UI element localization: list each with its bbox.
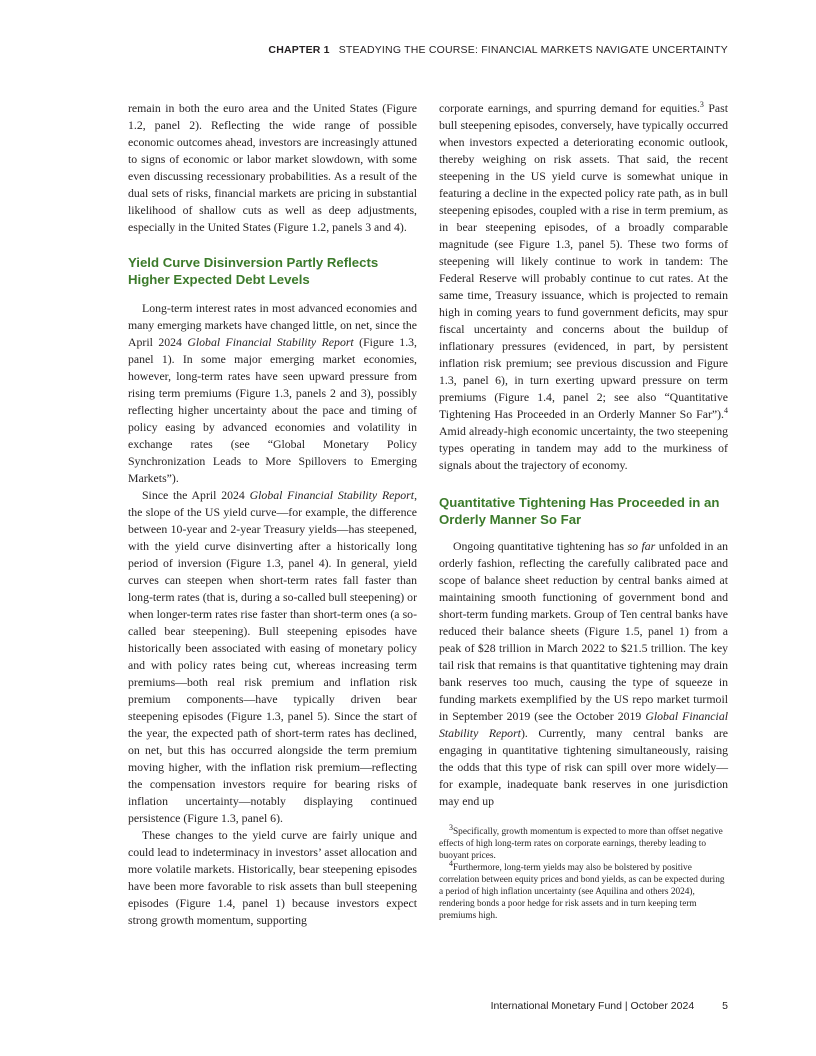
footnote: $^3$Specifically, growth momentum is expected to more than offset negative effects of high long-term rates on corporate earnings, thereby leading to buoyant prices.	[439, 822, 723, 861]
paragraph: These changes to the yield curve are fairly unique and could lead to indeterminacy in investors’ asset allocation and more volatile markets. Historically, bear steepening episodes have been more favorable to risk assets than bull steepening episodes (Figure 1.4, panel 1) because investors expect strong growth momentum, supporting	[128, 828, 417, 927]
publication-title: Global Financial Stability Report	[187, 335, 354, 349]
page-footer	[491, 1000, 728, 1012]
paragraph: corporate earnings, and spurring demand for equities.$^3$ Past bull steepening episodes, conversely, have typically occurred when investors expected a deteriorating economic outlook, thereby weighing on risk assets. That said, the recent steepening in the US yield curve is somewhat unique in featuring a decline in the expected policy rate path, as in bull steepening episodes, coupled with a rise in term premium, as in bear steepening episodes, of a broadly comparable magnitude (see Figure 1.3, panel 5). These two forms of steepening will likely continue to work in tandem: The Federal Reserve will probably continue to cut rates. At the same time, Treasury issuance, which is projected to remain high in coming years to fund government deficits, may spur fiscal uncertainty and concerns about the buildup of inflationary pressures (evidenced, in part, by persistent inflation risk premium; see previous discussion and Figure 1.3, panel 6), in turn exerting upward pressure on term premiums (Figure 1.4, panel 2; see also “Quantitative Tightening Has Proceeded in an Orderly Manner So Far”).$^4$ Amid already-high economic uncertainty, the two steepening types operating in tandem may add to the murkiness of signals about the trajectory of economy.	[439, 100, 728, 472]
right-column	[439, 100, 728, 922]
paragraph: Since the April 2024 Global Financial Stability Report, the slope of the US yield curve—for example, the difference between 10-year and 2-year Treasury yields—has steepened, with the yield curve disinverting after a historically long period of inversion (Figure 1.3, panel 4). In general, yield curves can steepen when short-term rates fall faster than long-term rates (that is, during a so-called bull steepening) or when longer-term rates rise faster than short-term ones (a so-called bear steepening). Bull steepening episodes have historically been associated with easing of monetary policy and with policy rates being cut, whereas increasing term premiums—both real risk premium and inflation risk premium components—have typically driven bear steepening episodes (Figure 1.3, panel 5). Since the start of the year, the expected path of short-term rates has declined, on net, but this has occurred alongside the term premium moving higher, with the inflation risk premium—reflecting the compensation investors require for bearing risks of inflation uncertainty—notably displaying continued persistence (Figure 1.3, panel 6).	[128, 488, 418, 825]
section-heading-yield-curve: Yield Curve Disinversion Partly Reflects Higher Expected Debt Levels	[128, 255, 379, 287]
footnote: $^4$Furthermore, long-term yields may also be bolstered by positive correlation between equity prices and bond yields, as can be expected during a period of high inflation uncertainty (see Aquilina and others 2024), rendering bonds a poor hedge for risk assets and in turn keeping term premiums high.	[439, 858, 725, 921]
running-header	[268, 44, 728, 56]
footnote-ref: 3	[699, 100, 704, 110]
paragraph: remain in both the euro area and the United States (Figure 1.2, panel 2). Reflecting the wide range of possible economic outcomes ahead, investors are increasingly attuned to signs of economic or labor market slowdown, with some even discussing recessionary probabilities. As a result of the dual sets of risks, financial markets are pricing in substantial likelihood of shallow cuts as well as deep adjustments, especially in the United States (Figure 1.2, panels 3 and 4).	[128, 101, 417, 234]
publication-title: Global Financial Stability Report	[439, 709, 728, 740]
publication-title: Global Financial Stability Report	[249, 488, 415, 502]
section-heading-quantitative-tightening: Quantitative Tightening Has Proceeded in an Orderly Manner So Far	[439, 495, 720, 527]
chapter-label: CHAPTER 1	[268, 44, 330, 56]
footnote-ref: 4	[724, 406, 728, 416]
page-number: 5	[722, 1000, 728, 1012]
left-column	[128, 100, 417, 929]
publisher-line: International Monetary Fund | October 2024	[490, 1000, 695, 1012]
chapter-title: STEADYING THE COURSE: FINANCIAL MARKETS NAVIGATE UNCERTAINTY	[338, 44, 728, 56]
paragraph: Long-term interest rates in most advanced economies and many emerging markets have changed little, on net, since the April 2024 Global Financial Stability Report (Figure 1.3, panel 1). In some major emerging market economies, however, long-term rates have seen upward pressure from rising term premiums (Figure 1.3, panels 2 and 3), possibly reflecting higher uncertainty about the pace and timing of policy easing by advanced economies and volatility in exchange rates (see “Global Monetary Policy Synchronization Leads to More Spillovers to Emerging Markets”).	[128, 301, 417, 485]
paragraph: Ongoing quantitative tightening has so far unfolded in an orderly fashion, reflecting the carefully calibrated pace and scope of balance sheet reduction by central banks aimed at maintaining smooth functioning of government bond and short-term funding markets. Group of Ten central banks have reduced their balance sheets (Figure 1.5, panel 1) from a peak of $28 trillion in March 2022 to $21.5 trillion. The key tail risk that remains is that quantitative tightening may drain bank reserves too much, causing the type of squeeze in funding markets exemplified by the US repo market turmoil in September 2019 (see the October 2019 Global Financial Stability Report). Currently, many central banks are engaging in quantitative tightening simultaneously, raising the odds that this type of risk can spill over more widely—for example, inadequate bank reserves in one jurisdiction may end up	[439, 539, 728, 808]
footnotes	[439, 822, 728, 922]
